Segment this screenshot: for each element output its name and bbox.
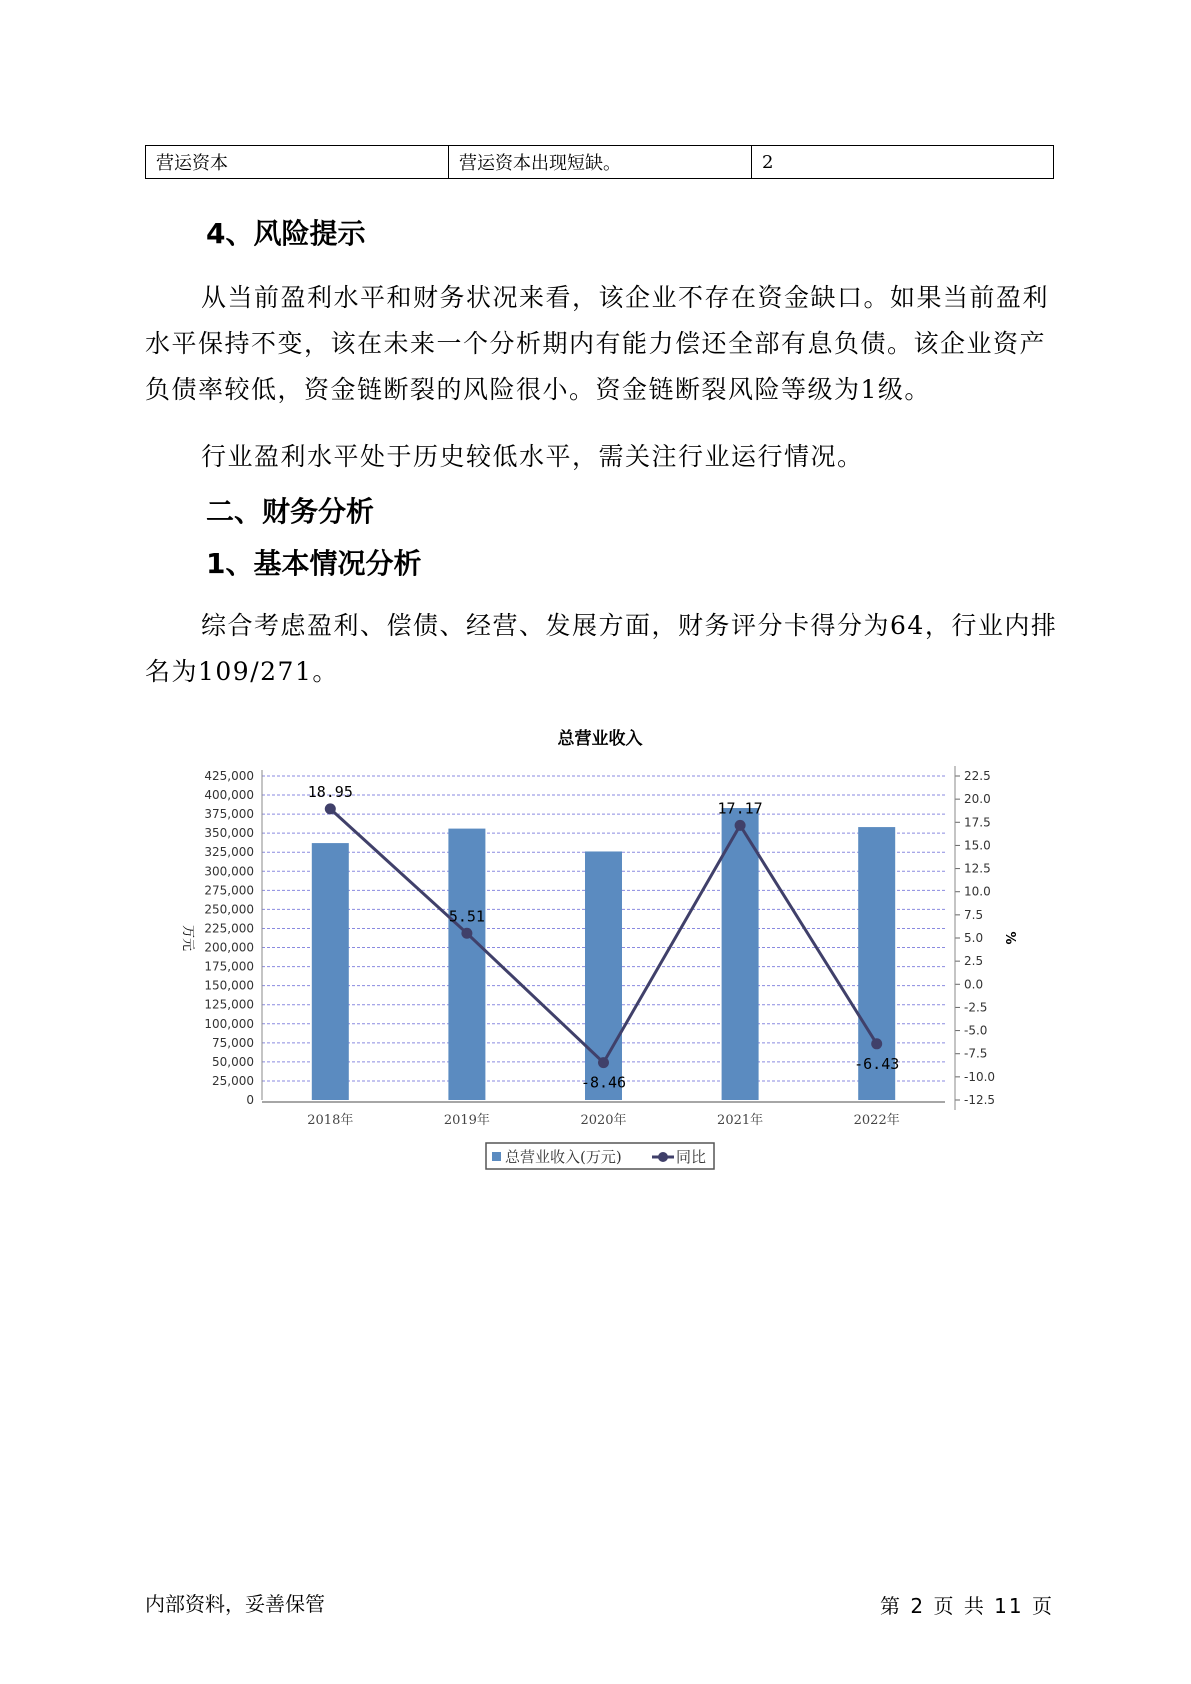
x-tick-label: 2021年: [717, 1113, 764, 1128]
y-left-tick-label: 300,000: [204, 864, 254, 879]
data-label: 17.17: [717, 799, 763, 818]
y-left-tick-label: 0: [246, 1093, 254, 1107]
y-right-tick-label: 22.5: [964, 769, 991, 783]
y-left-tick-label: 250,000: [204, 902, 254, 917]
y-right-tick-label: -7.5: [964, 1046, 988, 1061]
y-left-tick-label: 75,000: [212, 1035, 254, 1050]
y-right-tick-label: 2.5: [964, 954, 984, 969]
y-left-tick-label: 350,000: [204, 826, 254, 841]
x-tick-label: 2019年: [443, 1113, 490, 1128]
table-cell-description: 营运资本出现短缺。: [449, 146, 752, 179]
data-label: -6.43: [854, 1054, 900, 1073]
y-right-tick-label: 15.0: [964, 838, 991, 853]
legend-bar-label: 总营业收入(万元): [505, 1148, 622, 1166]
section-heading-financial: 二、财务分析: [206, 495, 375, 528]
yoy-point: [461, 928, 472, 939]
bar: [722, 808, 759, 1100]
y-left-tick-label: 375,000: [204, 807, 254, 822]
footer-note: 内部资料，妥善保管: [145, 1592, 325, 1616]
y-right-tick-label: 7.5: [964, 907, 984, 922]
y-right-tick-label: 10.0: [964, 884, 991, 899]
y-left-tick-label: 400,000: [204, 788, 254, 803]
chart-legend: [486, 1143, 714, 1169]
y-left-tick-label: 50,000: [212, 1054, 254, 1069]
financial-paragraph-text: 综合考虑盈利、偿债、经营、发展方面，财务评分卡得分为64，行业内排名为109/271。: [145, 611, 1058, 686]
y-right-tick-label: -2.5: [964, 1000, 988, 1015]
y-right-tick-label: -12.5: [964, 1093, 996, 1107]
y-right-tick-label: 5.0: [964, 931, 984, 945]
y-left-tick-label: 200,000: [204, 940, 254, 955]
risk-paragraph-1-text: 从当前盈利水平和财务状况来看，该企业不存在资金缺口。如果当前盈利水平保持不变，该在未来一个分析期内有能力偿还全部有息负债。该企业资产负债率较低，资金链断裂的风险很小。资金链断裂风险等级为1级。: [145, 283, 1050, 404]
y-axis-right-label: %: [1002, 931, 1017, 945]
bar: [312, 843, 349, 1100]
yoy-point: [325, 803, 336, 814]
y-right-tick-label: -10.0: [964, 1069, 996, 1084]
y-left-tick-label: 275,000: [204, 883, 254, 898]
section-heading-risk: 4、风险提示: [206, 217, 366, 250]
y-left-tick-label: 100,000: [204, 1016, 254, 1031]
y-right-tick-label: 20.0: [964, 792, 991, 807]
y-left-tick-label: 150,000: [204, 978, 254, 993]
y-right-tick-label: 0.0: [964, 977, 984, 992]
y-left-tick-label: 125,000: [204, 997, 254, 1012]
yoy-point: [871, 1038, 882, 1049]
y-left-tick-label: 225,000: [204, 921, 254, 936]
subsection-heading-basic: 1、基本情况分析: [206, 547, 422, 580]
y-left-tick-label: 325,000: [204, 845, 254, 860]
yoy-point: [735, 820, 746, 831]
risk-paragraph-2-text: 行业盈利水平处于历史较低水平，需关注行业运行情况。: [201, 442, 864, 471]
data-label: -8.46: [580, 1073, 627, 1092]
y-right-tick-label: 12.5: [964, 861, 991, 876]
data-label: 18.95: [307, 782, 353, 801]
yoy-point: [598, 1057, 609, 1068]
legend-bar-swatch: [492, 1152, 501, 1161]
y-right-tick-label: 17.5: [964, 815, 991, 830]
page-number: 第 2 页 共 11 页: [880, 1594, 1054, 1618]
legend-line-label: 同比: [676, 1148, 707, 1166]
data-label: 5.51: [448, 907, 485, 926]
legend-line-marker: [658, 1152, 668, 1162]
x-tick-label: 2018年: [307, 1113, 354, 1128]
y-left-tick-label: 425,000: [204, 769, 254, 783]
table-cell-item: 营运资本: [146, 146, 449, 179]
y-left-tick-label: 25,000: [212, 1073, 254, 1088]
y-left-tick-label: 175,000: [204, 959, 254, 974]
table-cell-level: 2: [752, 146, 1054, 179]
x-tick-label: 2022年: [853, 1113, 900, 1128]
y-axis-left-label: 万元: [180, 924, 195, 952]
x-tick-label: 2020年: [580, 1113, 627, 1128]
bar: [448, 829, 485, 1100]
chart-title: 总营业收入: [557, 729, 643, 749]
y-right-tick-label: -5.0: [964, 1023, 988, 1038]
